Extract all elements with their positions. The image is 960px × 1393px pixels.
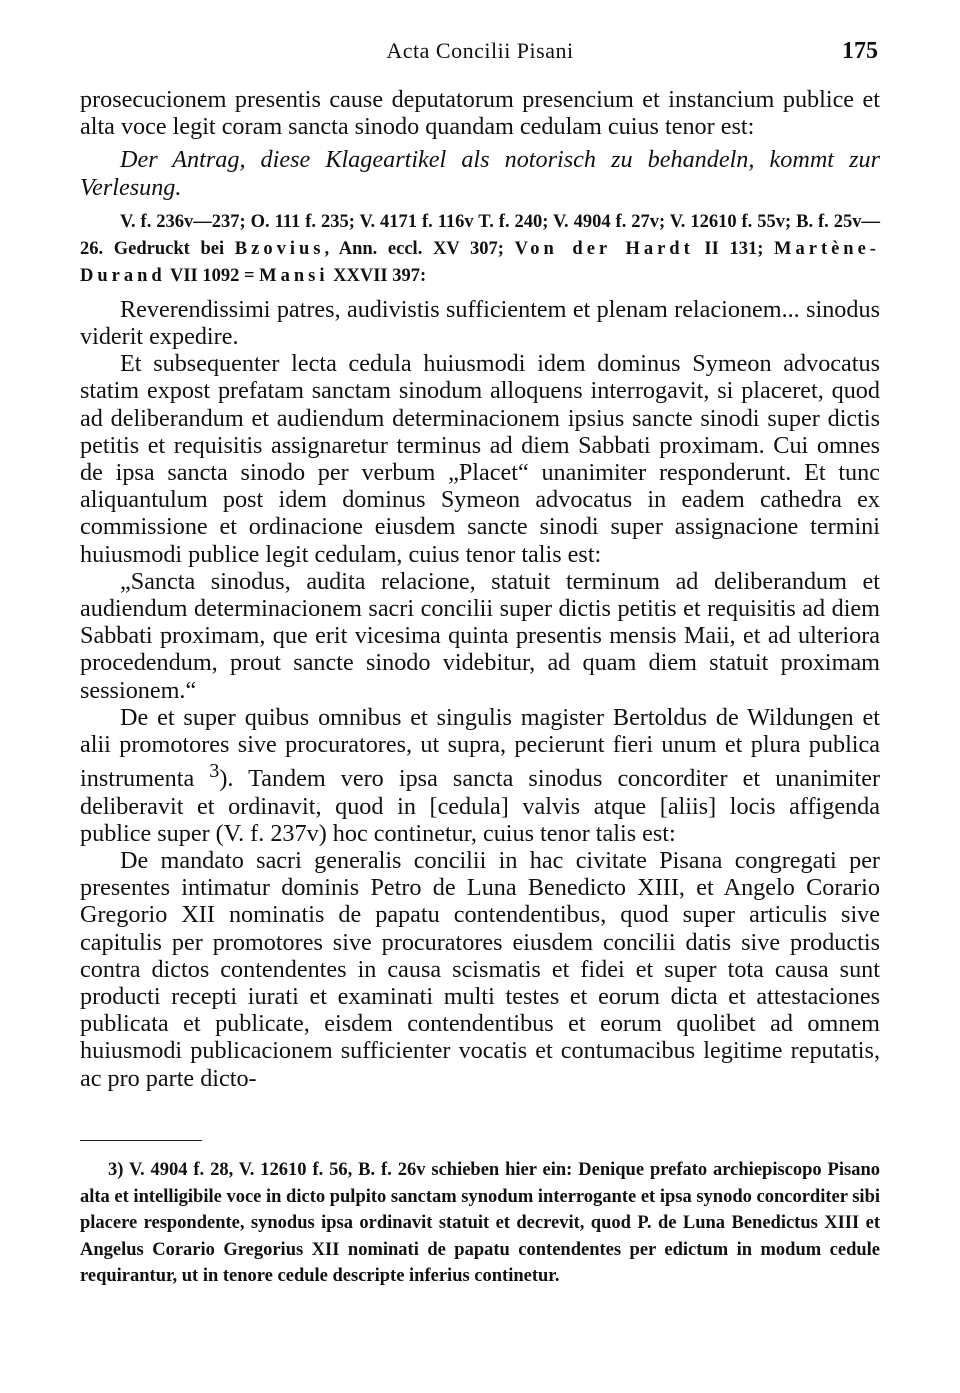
paragraph-quotation: „Sancta sinodus, audita relacione, statuit terminum ad deliberandum et audiendum determinacionem sacri concilii super dictis petitis et requisitis ad diem Sabbati proximam, que erit vicesima quinta presentis mensis Maii, et ad ulteriora procedendum, prout sancte sinodo videbitur, ad quam diem statuit proximam sessionem.“ [80, 567, 880, 704]
footnote-text: 3) V. 4904 f. 28, V. 12610 f. 56, B. f. 26v schieben hier ein: Denique prefato archiepiscopo Pisano alta et intelligibile voce in dicto pulpito sanctam synodum interrogante et ipsa synodo concorditer sibi placere respondente, synodus ipsa ordinavit statuit et decrevit, quod P. de Luna Benedictus XIII et Angelus Corario Gregorius XII nominati de papatu contendentes per edictum in modum cedule requirantur, ut in tenore cedule descripte inferius continetur. [80, 1160, 880, 1286]
manuscript-sigla [80, 209, 880, 290]
page-number: 175 [842, 38, 878, 64]
footnote-divider [80, 1140, 202, 1141]
sigla-part-5: XXVII 397: [328, 265, 427, 286]
running-title: Acta Concilii Pisani [386, 38, 574, 63]
footnote-reference[interactable]: 3 [209, 760, 220, 783]
author-von-der-hardt: Von der Hardt [514, 238, 694, 259]
page-header [80, 38, 880, 68]
paragraph-reverendissimi: Reverendissimi patres, audivistis sufficientem et plenam relacionem... sinodus viderit expedire. [80, 295, 880, 351]
paragraph-subsequenter: Et subsequenter lecta cedula huiusmodi idem dominus Symeon advocatus statim expost prefatam sanctam sinodum alloquens interrogavit, si placeret, quod ad deliberandum et audiendum determinacionem ipsius sancte sinodi super dictis petitis et requisitis assignaretur terminus ad diem Sabbati proximam. Cui omnes de ipsa sancta sinodo per verbum „Placet“ unanimiter responderunt. Et tunc aliquantulum post idem dominus Symeon advocatus in eadem cathedra ex commissione et ordinacione eiusdem sancte sinodi super assignacione termini huiusmodi publice legit cedulam, cuius tenor talis est: [80, 350, 880, 568]
paragraph-de-et-super [80, 704, 880, 847]
main-text [80, 86, 880, 1092]
paragraph-de-mandato: De mandato sacri generalis concilii in hac civitate Pisana congregati per presentes intimatur dominis Petro de Luna Benedicto XIII, et Angelo Corario Gregorio XII nominatis de papatu contendentibus, quod super articulis sive capitulis per promotores sive procuratores eiusdem concilii datis sive productis contra dictos contendentes in causa scismatis et fidei et super tota causa sunt producti recepti iurati et examinati multi testes et eorum dicta et attestaciones publicata et publicate, eisdem contendentibus et eorum quolibet ad omnem huiusmodi publicacionem sufficienter vocatis et contumacibus legitime reputatis, ac pro parte dicto- [80, 846, 880, 1092]
sigla-part-3: II 131; [693, 238, 775, 259]
paragraph-intro: prosecucionem presentis cause deputatorum presencium et instancium publice et alta voce legit coram sancta sinodo quandam cedulam cuius tenor est: [80, 86, 880, 141]
paragraph-de-et-super-part-1: De et super quibus omnibus et singulis magister Bertoldus de Wildungen et alii promotores sive procuratores, ut supra, pecierunt fieri unum et plura publica instrumenta [80, 703, 880, 793]
footnote-3 [80, 1157, 880, 1290]
author-mansi: Mansi [259, 265, 329, 286]
sigla-part-1: V. f. 236v—237; O. 111 f. 235; V. 4171 f. 116v T. f. 240; V. 4904 f. 27v; V. 12610 f. 55v; B. f. 25v—26. Gedruckt bei [80, 211, 880, 259]
author-martene-durand: Martène-Durand [80, 238, 880, 286]
paragraph-de-et-super-part-2: ). Tandem vero ipsa sancta sinodus concorditer et unanimiter deliberavit et ordinavit, quod in [cedula] valvis atque [aliis] locis affigenda publice super (V. f. 237v) hoc continetur, cuius tenor talis est: [80, 765, 880, 847]
sigla-part-2: , Ann. eccl. XV 307; [324, 238, 515, 259]
author-bzovius: Bzovius [234, 238, 325, 259]
sigla-part-4: VII 1092 = [165, 265, 260, 286]
german-note: Der Antrag, diese Klageartikel als notorisch zu behandeln, kommt zur Verlesung. [80, 146, 880, 201]
